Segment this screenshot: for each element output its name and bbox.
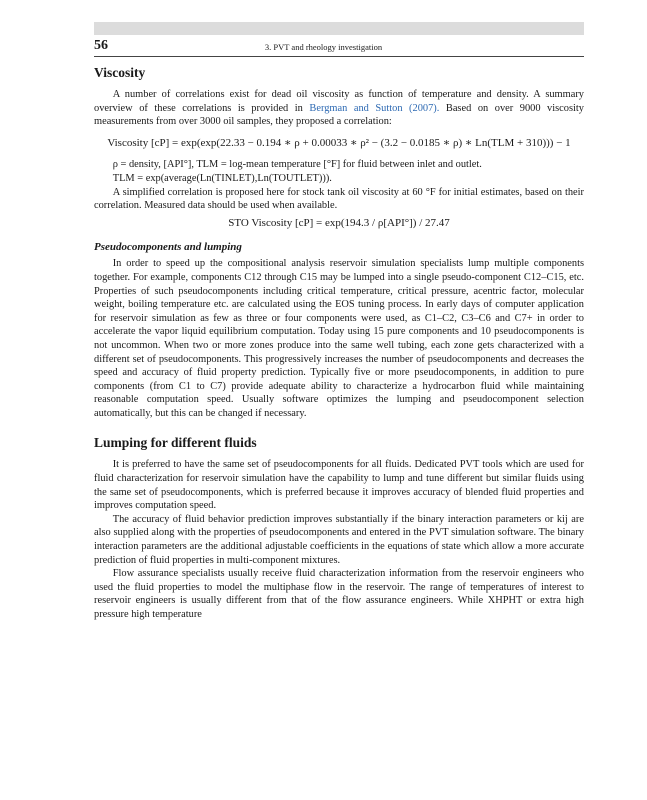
- page-content: [94, 64, 584, 622]
- viscosity-p1-end: Based on over 9000 viscosity measurements from over 3000 oil samples, they proposed a correlation:: [94, 102, 585, 128]
- lumping-paragraph-1: It is preferred to have the same set of pseudocomponents for all fluids. Dedicated PVT tools which are used for fluid characterization for reservoir simulation have the capability to lump and tune different but similar fluids using the same set of pseudocomponents, which is preferred because it improves accuracy of blended fluid properties and improves computation speed.: [94, 459, 584, 512]
- viscosity-paragraph-1: [94, 88, 584, 129]
- pseudocomponents-paragraph: In order to speed up the compositional analysis reservoir simulation specialists lump multiple components together. For example, components C12 through C15 may be lumped into a single pseudo-component C12–C15, etc. Properties of such pseudocomponents including critical temperature, critical pressure, acentric factor, molecular weight, boiling temperature etc. are calculated using the EOS tuning process. In early days of computer application for reservoir simulation as few as three or four components were used, as C1–C2, C3–C6 and C7+ in order to accelerate the vapor liquid equilibrium computation. Today using 15 pure components and 10 pseudocomponents is not uncommon. When two or more zones produce into the same well tubing, each zone gets characterized with a different set of pseudocomponents. This progressively increases the number of pseudocomponents and decreases the speed and accuracy of fluid property prediction. Typically five or more pseudocomponents, in addition to pure components (from C1 to C7) provide adequate ability to characterize a hydrocarbon fluid while maintaining reasonable computation speed. Usually software optimizes the lumping and pseudocomponent selection automatically, but this can be changed if necessary.: [94, 258, 584, 419]
- section-heading-lumping: Lumping for different fluids: [94, 435, 257, 451]
- running-head: 3. PVT and rheology investigation: [264, 42, 383, 52]
- citation-link[interactable]: Bergman and Sutton (2007).: [309, 102, 440, 114]
- definition-line-1: ρ = density, [API°], TLM = log-mean temperature [°F] for fluid between inlet and outlet.: [112, 159, 482, 171]
- sto-viscosity-equation: STO Viscosity [cP] = exp(194.3 / ρ[API°]) / 27.47: [228, 216, 450, 229]
- header-bar: [94, 22, 584, 35]
- definition-line-2: TLM = exp(average(Ln(TINLET),Ln(TOUTLET))).: [112, 172, 332, 184]
- lumping-paragraph-3: Flow assurance specialists usually receive fluid characterization information from the reservoir engineers who used the fluid properties to model the multiphase flow in the reservoir. The range of temperatures of interest to reservoir engineers is usually different from that of the flow assurance engineers. While XHPHT or extra high pressure high temperature: [94, 568, 584, 620]
- viscosity-equation: Viscosity [cP] = exp(exp(22.33 − 0.194 ∗ ρ + 0.00033 ∗ ρ² − (3.2 − 0.0185 ∗ ρ) ∗ Ln(TLM + 310))) − 1: [107, 136, 571, 149]
- variable-definitions: [94, 158, 584, 185]
- section-heading-pseudocomponents: Pseudocomponents and lumping: [94, 241, 242, 254]
- section-heading-viscosity: Viscosity: [94, 65, 146, 80]
- lumping-paragraph-2: The accuracy of fluid behavior prediction improves substantially if the binary interaction parameters or kij are also supplied along with the properties of pseudocomponents and entered in the PVT simulation software. The binary interaction parameters are the additional adjustable coefficients in the equations of state which allow a more accurate prediction of fluid properties in multi-component mixtures.: [94, 513, 584, 566]
- header-rule: [94, 56, 584, 57]
- viscosity-p1-start: A number of correlations exist for dead oil viscosity as function of temperature and density. A summary overview of these correlations is provided in: [94, 89, 584, 114]
- viscosity-paragraph-2: A simplified correlation is proposed here for stock tank oil viscosity at 60 °F for initial estimates, based on their correlation. Measured data should be used when available.: [94, 186, 584, 212]
- page-number: 56: [94, 38, 108, 53]
